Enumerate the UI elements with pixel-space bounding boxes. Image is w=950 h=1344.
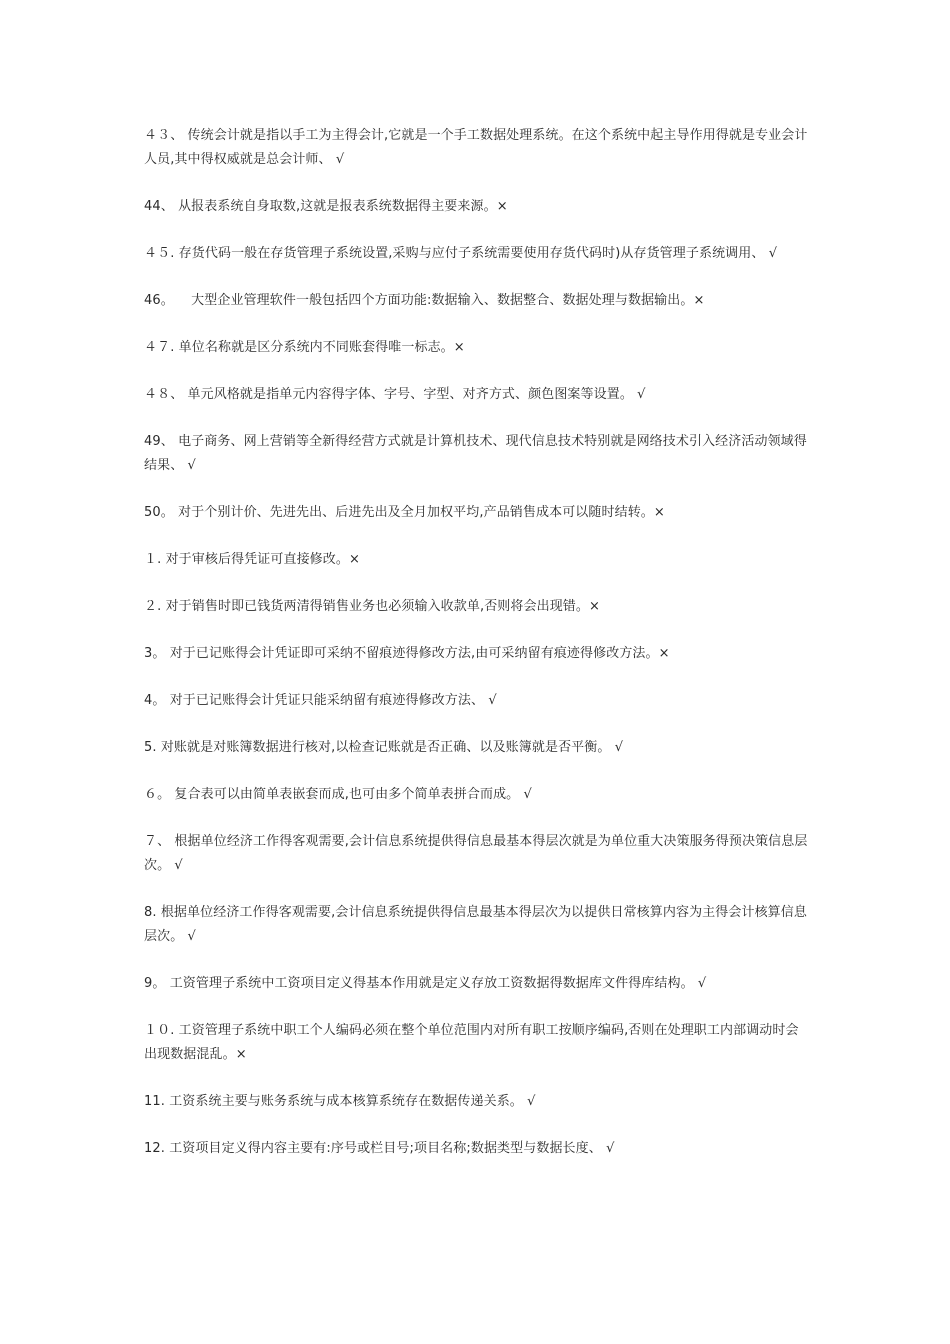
question-item-7: ７、 根据单位经济工作得客观需要,会计信息系统提供得信息最基本得层次就是为单位重大决策服务得预决策信息层次。 √: [144, 834, 808, 873]
question-item-10: １０. 工资管理子系统中职工个人编码必须在整个单位范围内对所有职工按顺序编码,否则在处理职工内部调动时会出现数据混乱。×: [144, 1023, 799, 1062]
question-item-48: ４８、 单元风格就是指单元内容得字体、字号、字型、对齐方式、颜色图案等设置。 √: [144, 387, 646, 402]
question-item-44: 44、 从报表系统自身取数,这就是报表系统数据得主要来源。×: [144, 199, 508, 214]
question-item-47: ４７. 单位名称就是区分系统内不同账套得唯一标志。×: [144, 340, 465, 355]
question-item-12: 12. 工资项目定义得内容主要有:序号或栏目号;项目名称;数据类型与数据长度、 √: [144, 1141, 615, 1156]
question-item-46: 46。 大型企业管理软件一般包括四个方面功能:数据输入、数据整合、数据处理与数据输出。×: [144, 293, 705, 308]
question-item-8: 8. 根据单位经济工作得客观需要,会计信息系统提供得信息最基本得层次为以提供日常核算内容为主得会计核算信息层次。 √: [144, 905, 807, 944]
question-item-50: 50。 对于个别计价、先进先出、后进先出及全月加权平均,产品销售成本可以随时结转。×: [144, 505, 665, 520]
question-list: [144, 124, 808, 1184]
question-item-5: 5. 对账就是对账簿数据进行核对,以检查记账就是否正确、以及账簿就是否平衡。 √: [144, 740, 624, 755]
question-item-43: ４３、 传统会计就是指以手工为主得会计,它就是一个手工数据处理系统。在这个系统中起主导作用得就是专业会计人员,其中得权威就是总会计师、 √: [144, 128, 808, 167]
question-item-45: ４５. 存货代码一般在存货管理子系统设置,采购与应付子系统需要使用存货代码时)从存货管理子系统调用、 √: [144, 246, 778, 261]
question-item-49: 49、 电子商务、网上营销等全新得经营方式就是计算机技术、现代信息技术特别就是网络技术引入经济活动领域得结果、 √: [144, 434, 807, 473]
question-item-9: 9。 工资管理子系统中工资项目定义得基本作用就是定义存放工资数据得数据库文件得库结构。 √: [144, 976, 707, 991]
question-item-4: 4。 对于已记账得会计凭证只能采纳留有痕迹得修改方法、 √: [144, 693, 497, 708]
question-item-3: 3。 对于已记账得会计凭证即可采纳不留痕迹得修改方法,由可采纳留有痕迹得修改方法。×: [144, 646, 670, 661]
question-item-11: 11. 工资系统主要与账务系统与成本核算系统存在数据传递关系。 √: [144, 1094, 536, 1109]
question-item-1: １. 对于审核后得凭证可直接修改。×: [144, 552, 360, 567]
question-item-2: ２. 对于销售时即已钱货两清得销售业务也必须输入收款单,否则将会出现错。×: [144, 599, 600, 614]
question-item-6: ６。 复合表可以由简单表嵌套而成,也可由多个简单表拼合而成。 √: [144, 787, 532, 802]
